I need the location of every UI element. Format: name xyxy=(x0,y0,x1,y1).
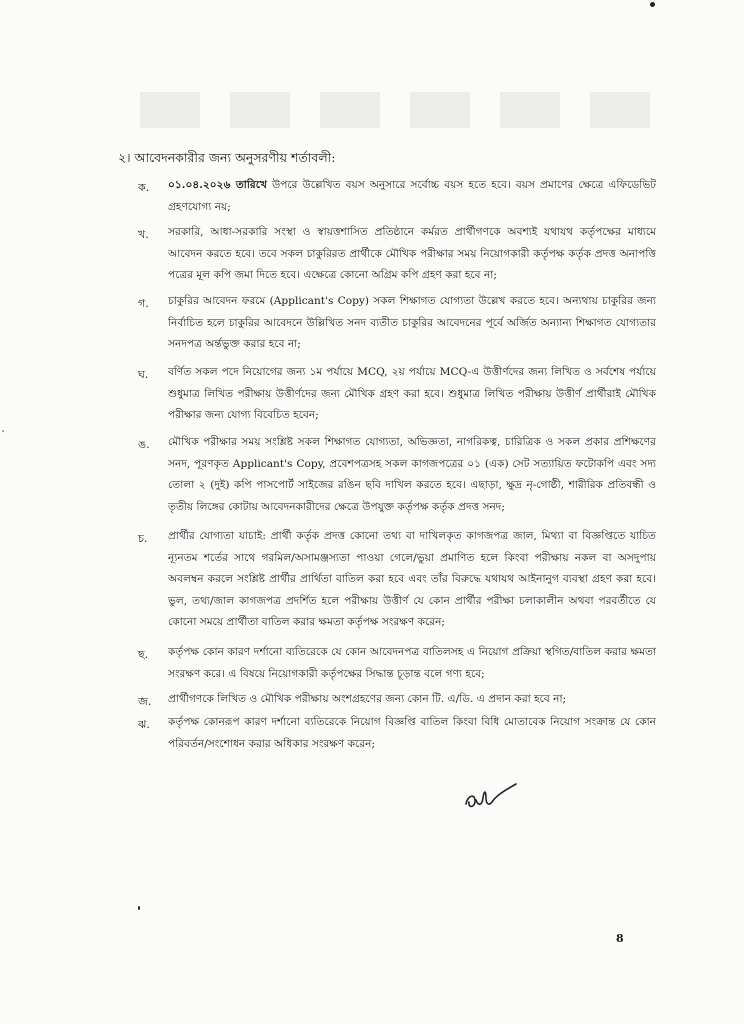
item-text: চাকুরির আবেদন ফরমে (Applicant's Copy) সকল শিক্ষাগত যোগ্যতা উল্লেখ করতে হবে। অন্যথায় চাকুরির জন্য নির্বাচিত হলে চাকুরির আবেদনে উল্লিখিত সনদ ব্যতীত চাকুরির আবেদনের পূর্বে অর্জিত অন্যান্য শিক্ষাগত যোগ্যতার সনদপত্র অর্ন্তভুক্ত করার হবে না; xyxy=(168,295,656,350)
item-marker: চ. xyxy=(138,532,148,545)
handwritten-signature xyxy=(462,780,522,820)
deadline-date: ০১.০৪.২০২৬ তারিখে xyxy=(168,179,267,191)
item-text: ০১.০৪.২০২৬ তারিখে উপরে উল্লেখিত বয়স অনুসারে সর্বোচ্চ বয়স হতে হবে। বয়স প্রমাণের ক্ষেত্রে এফিডেভিট গ্রহণযোগ্য নয়; xyxy=(168,179,656,213)
item-text: প্রার্থীর যোগ্যতা যাচাই: প্রার্থী কর্তৃক প্রদত্ত কোনো তথ্য বা দাখিলকৃত কাগজপত্র জাল, মিথ্যা বা বিজ্ঞপ্তিতে যাচিত ন্যূনতম শর্তের সাথে গরমিল/অসামঞ্জস্যতা পাওয়া গেলে/ভুয়া প্রমাণিত হলে কিংবা পরীক্ষায় নকল বা অসদুপায় অবলম্বন করলে সংশ্লিষ্ট প্রার্থীর প্রার্থিতা বাতিল করা হবে এবং তাঁর বিরুদ্ধে যথাযথ আইনানুগ ব্যবস্থা গ্রহণ করা হবে। ভুল, তথ্য/জাল কাগজপত্র প্রদর্শিত হলে পরীক্ষায় উত্তীর্ণ যে কোন প্রার্থীর পরীক্ষা চলাকালীন অথবা পরবর্তীতে যে কোনো সময়ে প্রার্থীতা বাতিল করার ক্ষমতা কর্তৃপক্ষ সংরক্ষণ করেন; xyxy=(168,530,656,628)
item-text: কর্তৃপক্ষ কোন কারণ দর্শানো ব্যতিরেকে যে কোন আবেদনপত্র বাতিলসহ এ নিয়োগ প্রক্রিয়া স্থগিত/বাতিল করার ক্ষমতা সংরক্ষণ করে। এ বিষয়ে নিয়োগকারী কর্তৃপক্ষের সিদ্ধান্ত চূড়ান্ত বলে গণ্য হবে; xyxy=(168,646,656,680)
scan-speck xyxy=(138,906,140,910)
scan-speck xyxy=(2,430,4,432)
item-marker: ঝ. xyxy=(138,718,150,731)
scan-speck xyxy=(650,2,655,7)
item-text: কর্তৃপক্ষ কোনরূপ কারণ দর্শানো ব্যতিরেকে নিয়োগ বিজ্ঞপ্তি বাতিল কিংবা বিধি মোতাবেক নিয়োগ সংক্রান্ত যে কোন পরিবর্তন/সংশোধন করার অধিকার সংরক্ষণ করেন; xyxy=(168,716,656,750)
item-marker: খ. xyxy=(138,228,149,241)
item-text: বর্ণিত সকল পদে নিয়োগের জন্য ১ম পর্যায়ে MCQ, ২য় পর্যায়ে MCQ-এ উত্তীর্ণদের জন্য লিখিত ও সর্বশেষ পর্যায়ে শুধুমাত্র লিখিত পরীক্ষায় উত্তীর্ণদের জন্য মৌখিক গ্রহণ করা হবে। শুধুমাত্র লিখিত পরীক্ষায় উত্তীর্ণ প্রার্থীরাই মৌখিক পরীক্ষার জন্য যোগ্য বিবেচিত হবেন; xyxy=(168,366,656,421)
page-number: 8 xyxy=(616,932,624,945)
item-marker: ঘ. xyxy=(138,368,149,381)
item-marker: গ. xyxy=(138,297,149,310)
section-heading: ২। আবেদনকারীর জন্য অনুসরণীয় শর্তাবলী: xyxy=(118,150,336,165)
item-marker: ঙ. xyxy=(138,438,150,451)
item-text: মৌখিক পরীক্ষার সময় সংশ্লিষ্ট সকল শিক্ষাগত যোগ্যতা, অভিজ্ঞতা, নাগরিকত্ব, চারিত্রিক ও সকল প্রকার প্রশিক্ষণের সনদ, পূরণকৃত Applicant's Copy, প্রবেশপত্রসহ সকল কাগজপত্রের ০১ (এক) সেট সত্যায়িত ফটোকপি এবং সদ্য তোলা ২ (দুই) কপি পাসপোর্ট সাইজের রঙিন ছবি দাখিল করতে হবে। এছাড়া, ক্ষুদ্র নৃ-গোষ্ঠী, শারীরিক প্রতিবন্ধী ও তৃতীয় লিঙ্গের কোটায় আবেদনকারীদের ক্ষেত্রে উপযুক্ত কর্তৃপক্ষ কর্তৃক প্রদত্ত সনদ; xyxy=(168,436,656,513)
item-text: প্রার্থীগণকে লিখিত ও মৌখিক পরীক্ষায় অংশগ্রহণের জন্য কোন টি. এ/ডি. এ প্রদান করা হবে না; xyxy=(168,693,567,705)
item-marker: ছ. xyxy=(138,648,149,661)
item-text: সরকারি, আধা-সরকারি সংস্থা ও স্বায়ত্তশাসিত প্রতিষ্ঠানে কর্মরত প্রার্থীগণকে অবশ্যই যথাযথ কর্তৃপক্ষের মাধ্যমে আবেদন করতে হবে। তবে সকল চাকুরিরত প্রার্থীকে মৌখিক পরীক্ষার সময় নিয়োগকারী কর্তৃপক্ষ কর্তৃক প্রদত্ত অনাপত্তি পত্রের মূল কপি জমা দিতে হবে। এক্ষেত্রে কোনো অগ্রিম কপি গ্রহণ করা হবে না; xyxy=(168,226,656,281)
item-marker: জ. xyxy=(138,695,152,708)
faded-bleedthrough-table xyxy=(140,92,660,128)
item-marker: ক. xyxy=(138,181,150,194)
